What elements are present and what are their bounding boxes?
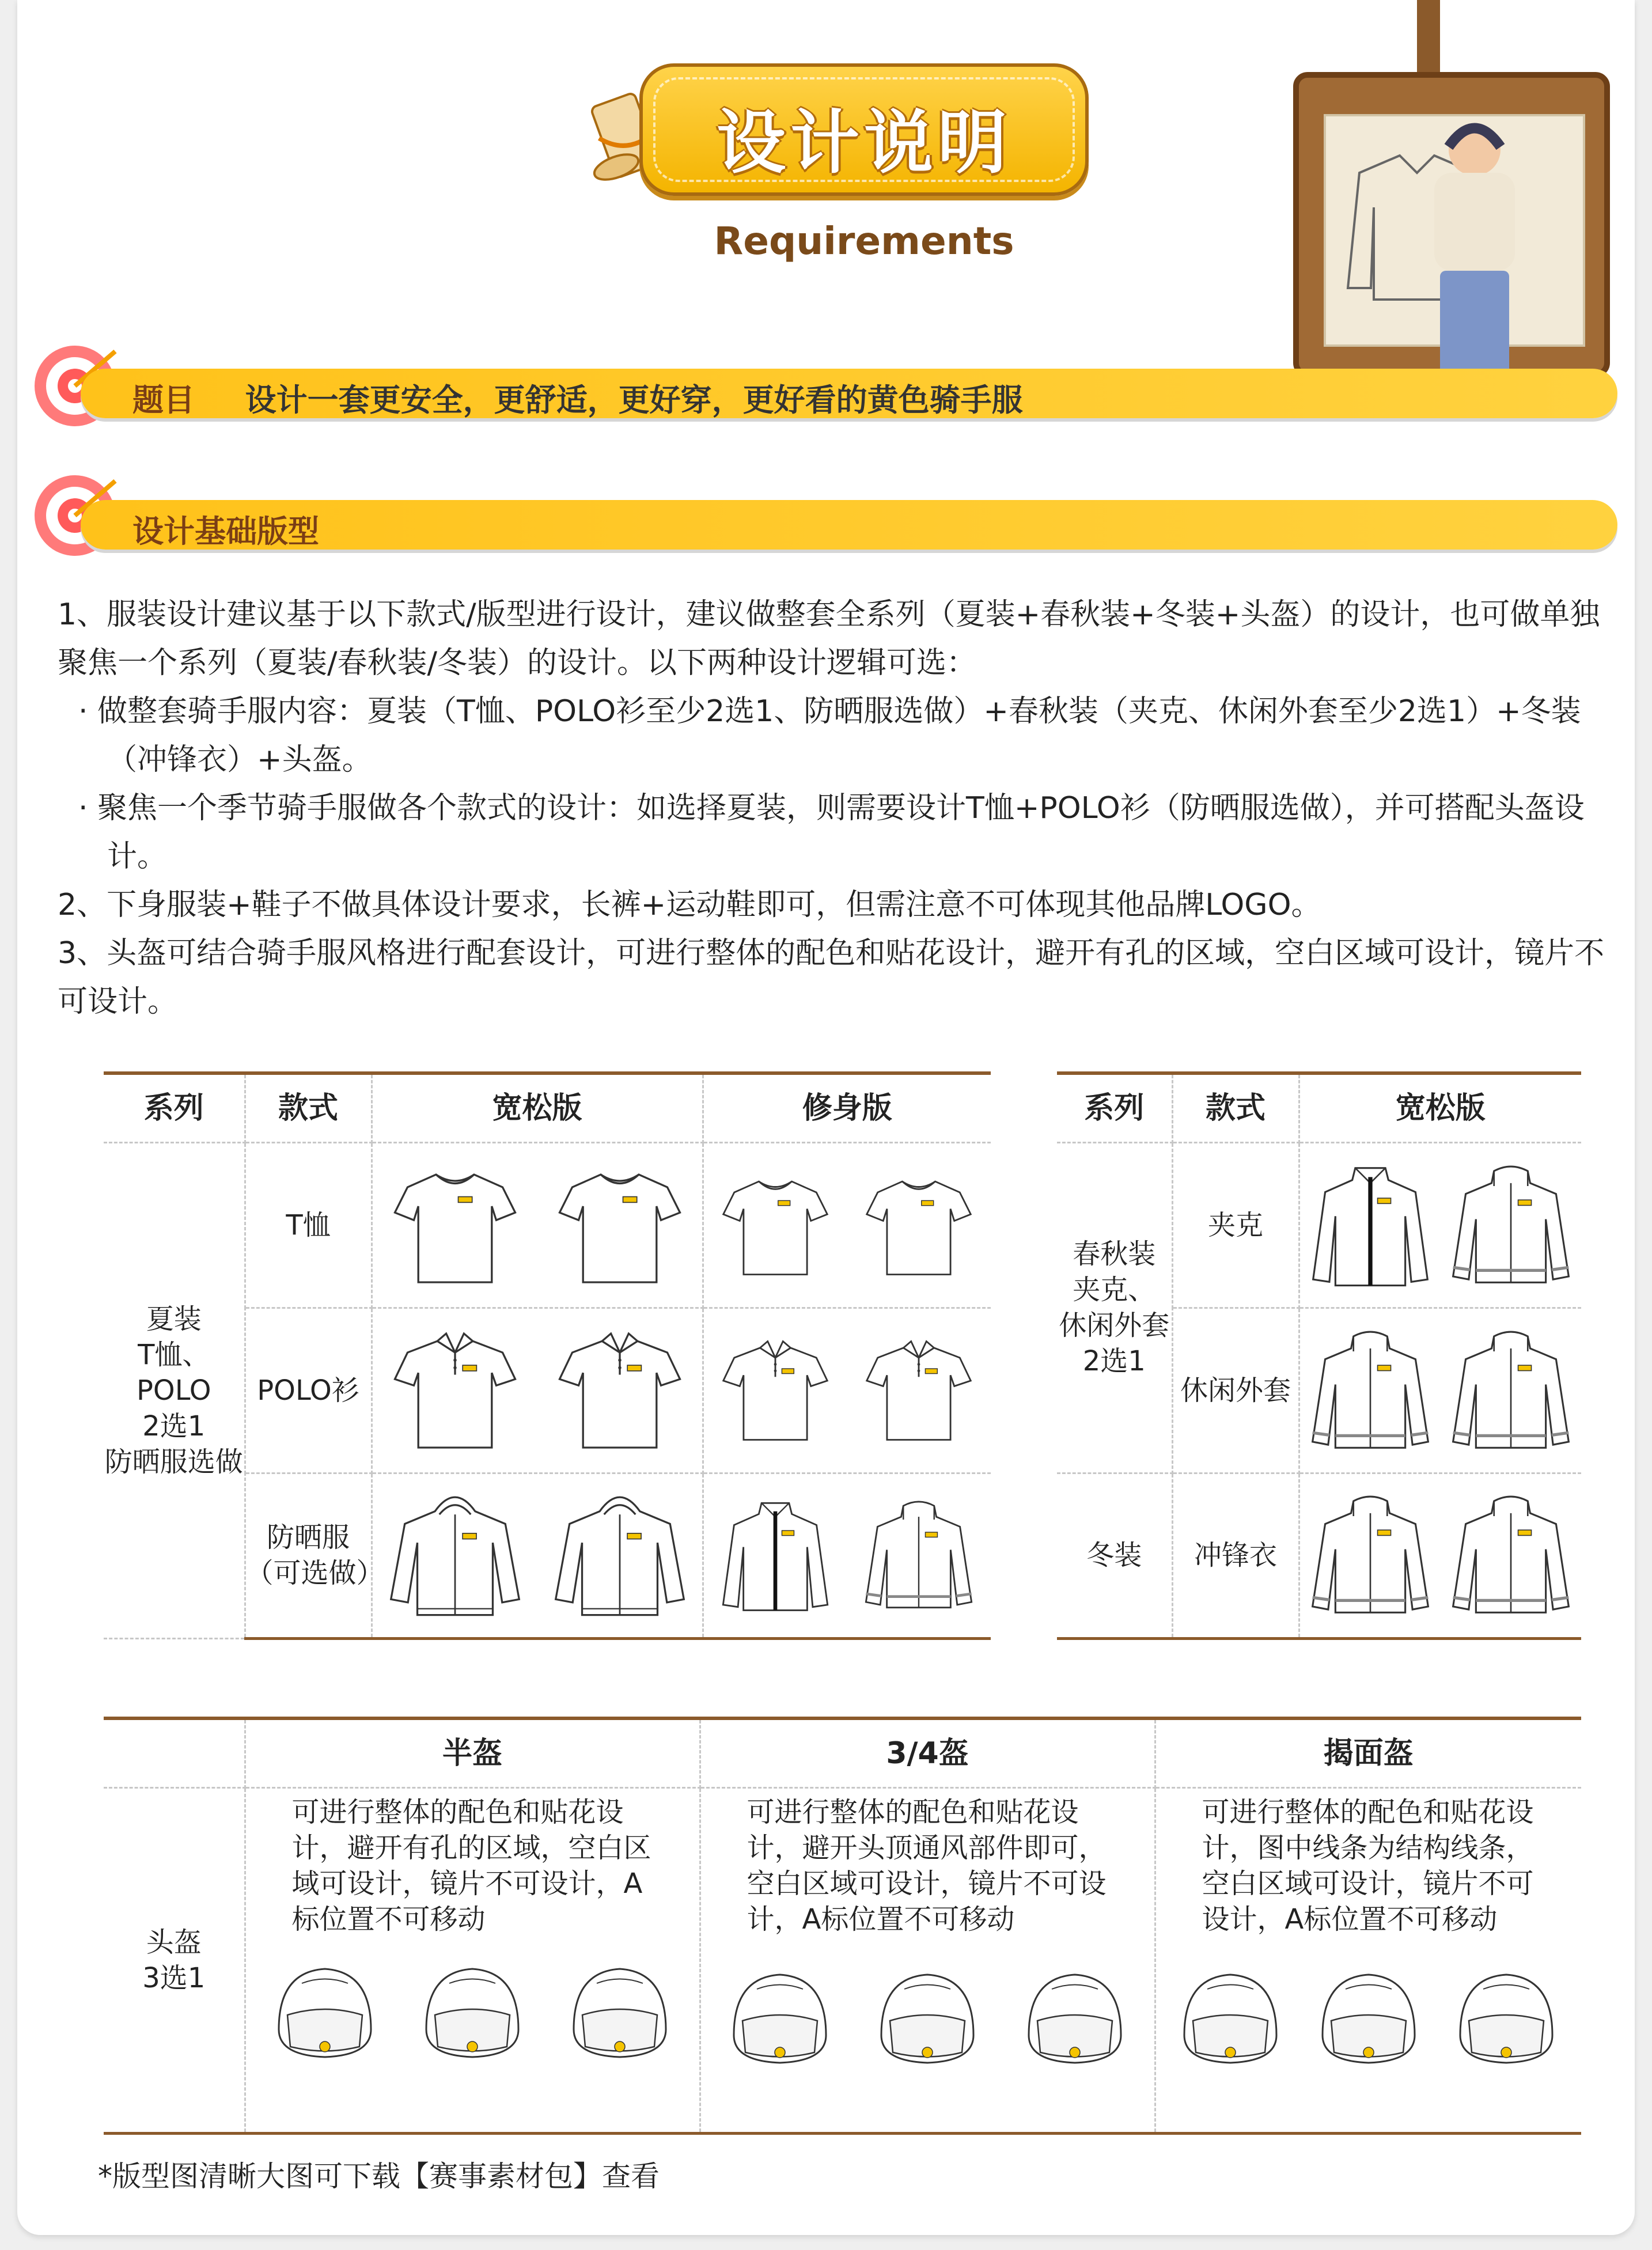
style-casual-coat: 休闲外套 [1172, 1308, 1299, 1473]
style-polo: POLO衫 [245, 1308, 372, 1473]
series-helmet: 头盔 3选1 [104, 1787, 245, 2133]
flip-helmet-desc: 可进行整体的配色和贴花设计，图中线条为结构线条，空白区域可设计，镜片不可设计，A标位置不可移动 [1202, 1796, 1534, 1935]
easel-illustration [1244, 0, 1635, 374]
tshirt-slim-back-image [864, 1165, 973, 1286]
page-title: 设计说明 [717, 103, 1011, 183]
col-header-three-quarter-helmet: 3/4盔 [700, 1718, 1155, 1787]
half-helmet-top-image [415, 1960, 530, 2064]
tshirt-loose-back-image [556, 1162, 683, 1289]
col-header-series: 系列 [1057, 1073, 1172, 1142]
sunscreen-slim-back-image [858, 1486, 979, 1624]
polo-loose-back-image [556, 1327, 683, 1454]
topic-text: 设计一套更安全，更舒适，更好穿，更好看的黄色骑手服 [245, 382, 1023, 418]
req-paragraph-2: 2、下身服装+鞋子不做具体设计要求，长裤+运动鞋即可，但需注意不可体现其他品牌LOGO。 [58, 888, 1321, 922]
flip-helmet-front-image [1173, 1960, 1288, 2075]
casual-coat-front-image [1304, 1321, 1437, 1460]
topic-bar [81, 369, 1617, 418]
col-header-half-helmet: 半盔 [245, 1718, 700, 1787]
jacket-front-image [1304, 1156, 1437, 1294]
spring-winter-table [1057, 1071, 1581, 1640]
polo-slim-front-image [721, 1330, 830, 1451]
col-header-loose: 宽松版 [1299, 1073, 1581, 1142]
section-title: 设计基础版型 [132, 513, 319, 550]
sunscreen-slim-front-image [715, 1486, 836, 1624]
page-subtitle: Requirements [714, 219, 1014, 263]
sunscreen-loose-front-image [386, 1486, 524, 1624]
sunscreen-loose-back-image [551, 1486, 689, 1624]
req-paragraph-3: 3、头盔可结合骑手服风格进行配套设计，可进行整体的配色和贴花设计，避开有孔的区域，空白区域可设计，镜片不可设计。 [58, 936, 1605, 1019]
section-bar [81, 500, 1617, 550]
series-summer: 夏装 T恤、POLO 2选1 防晒服选做 [104, 1142, 245, 1638]
col-header-loose: 宽松版 [372, 1073, 703, 1142]
req-paragraph-1: 1、服装设计建议基于以下款式/版型进行设计，建议做整套全系列（夏装+春秋装+冬装+头盔）的设计，也可做单独聚焦一个系列（夏装/春秋装/冬装）的设计。以下两种设计逻辑可选： [58, 597, 1600, 680]
three-quarter-helmet-desc: 可进行整体的配色和贴花设计，避开头顶通风部件即可，空白区域可设计，镜片不可设计，A标位置不可移动 [747, 1796, 1107, 1935]
half-helmet-side-image [562, 1960, 677, 2064]
flip-helmet-side-image [1449, 1960, 1564, 2075]
col-header-slim: 修身版 [703, 1073, 991, 1142]
polo-slim-back-image [864, 1330, 973, 1451]
windbreaker-back-image [1445, 1486, 1577, 1624]
windbreaker-front-image [1304, 1486, 1437, 1624]
half-helmet-desc: 可进行整体的配色和贴花设计，避开有孔的区域，空白区域可设计，镜片不可设计，A标位置不可移动 [291, 1796, 651, 1935]
style-windbreaker: 冲锋衣 [1172, 1473, 1299, 1638]
half-helmet-front-image [267, 1960, 382, 2064]
series-spring-autumn: 春秋装 夹克、 休闲外套 2选1 [1057, 1142, 1172, 1473]
three-quarter-helmet-back-image [870, 1960, 985, 2075]
style-jacket: 夹克 [1172, 1142, 1299, 1308]
jacket-back-image [1445, 1156, 1577, 1294]
col-header-style: 款式 [1172, 1073, 1299, 1142]
page [17, 0, 1635, 2235]
flip-helmet-back-image [1311, 1960, 1426, 2075]
helmet-table [104, 1717, 1581, 2135]
topic-key: 题目 [132, 382, 195, 418]
col-header-flip-helmet: 揭面盔 [1155, 1718, 1581, 1787]
tshirt-loose-front-image [392, 1162, 518, 1289]
polo-loose-front-image [392, 1327, 518, 1454]
summer-table [104, 1071, 991, 1640]
col-header-style: 款式 [245, 1073, 372, 1142]
three-quarter-helmet-side-image [1017, 1960, 1132, 2075]
style-sunscreen: 防晒服 （可选做） [245, 1473, 372, 1638]
requirements-text [58, 590, 1607, 1026]
three-quarter-helmet-front-image [722, 1960, 838, 2075]
req-bullet-1: · 做整套骑手服内容：夏装（T恤、POLO衫至少2选1、防晒服选做）+春秋装（夹克、休闲外套至少2选1）+冬装（冲锋衣）+头盔。 [78, 694, 1581, 777]
casual-coat-back-image [1445, 1321, 1577, 1460]
title-banner [639, 63, 1089, 196]
tshirt-slim-front-image [721, 1165, 830, 1286]
col-header-series: 系列 [104, 1073, 245, 1142]
style-tshirt: T恤 [245, 1142, 372, 1308]
download-note: *版型图清晰大图可下载【赛事素材包】查看 [98, 2160, 660, 2193]
series-winter: 冬装 [1057, 1473, 1172, 1638]
req-bullet-2: · 聚焦一个季节骑手服做各个款式的设计：如选择夏装，则需要设计T恤+POLO衫（防晒服选做），并可搭配头盔设计。 [78, 791, 1585, 874]
